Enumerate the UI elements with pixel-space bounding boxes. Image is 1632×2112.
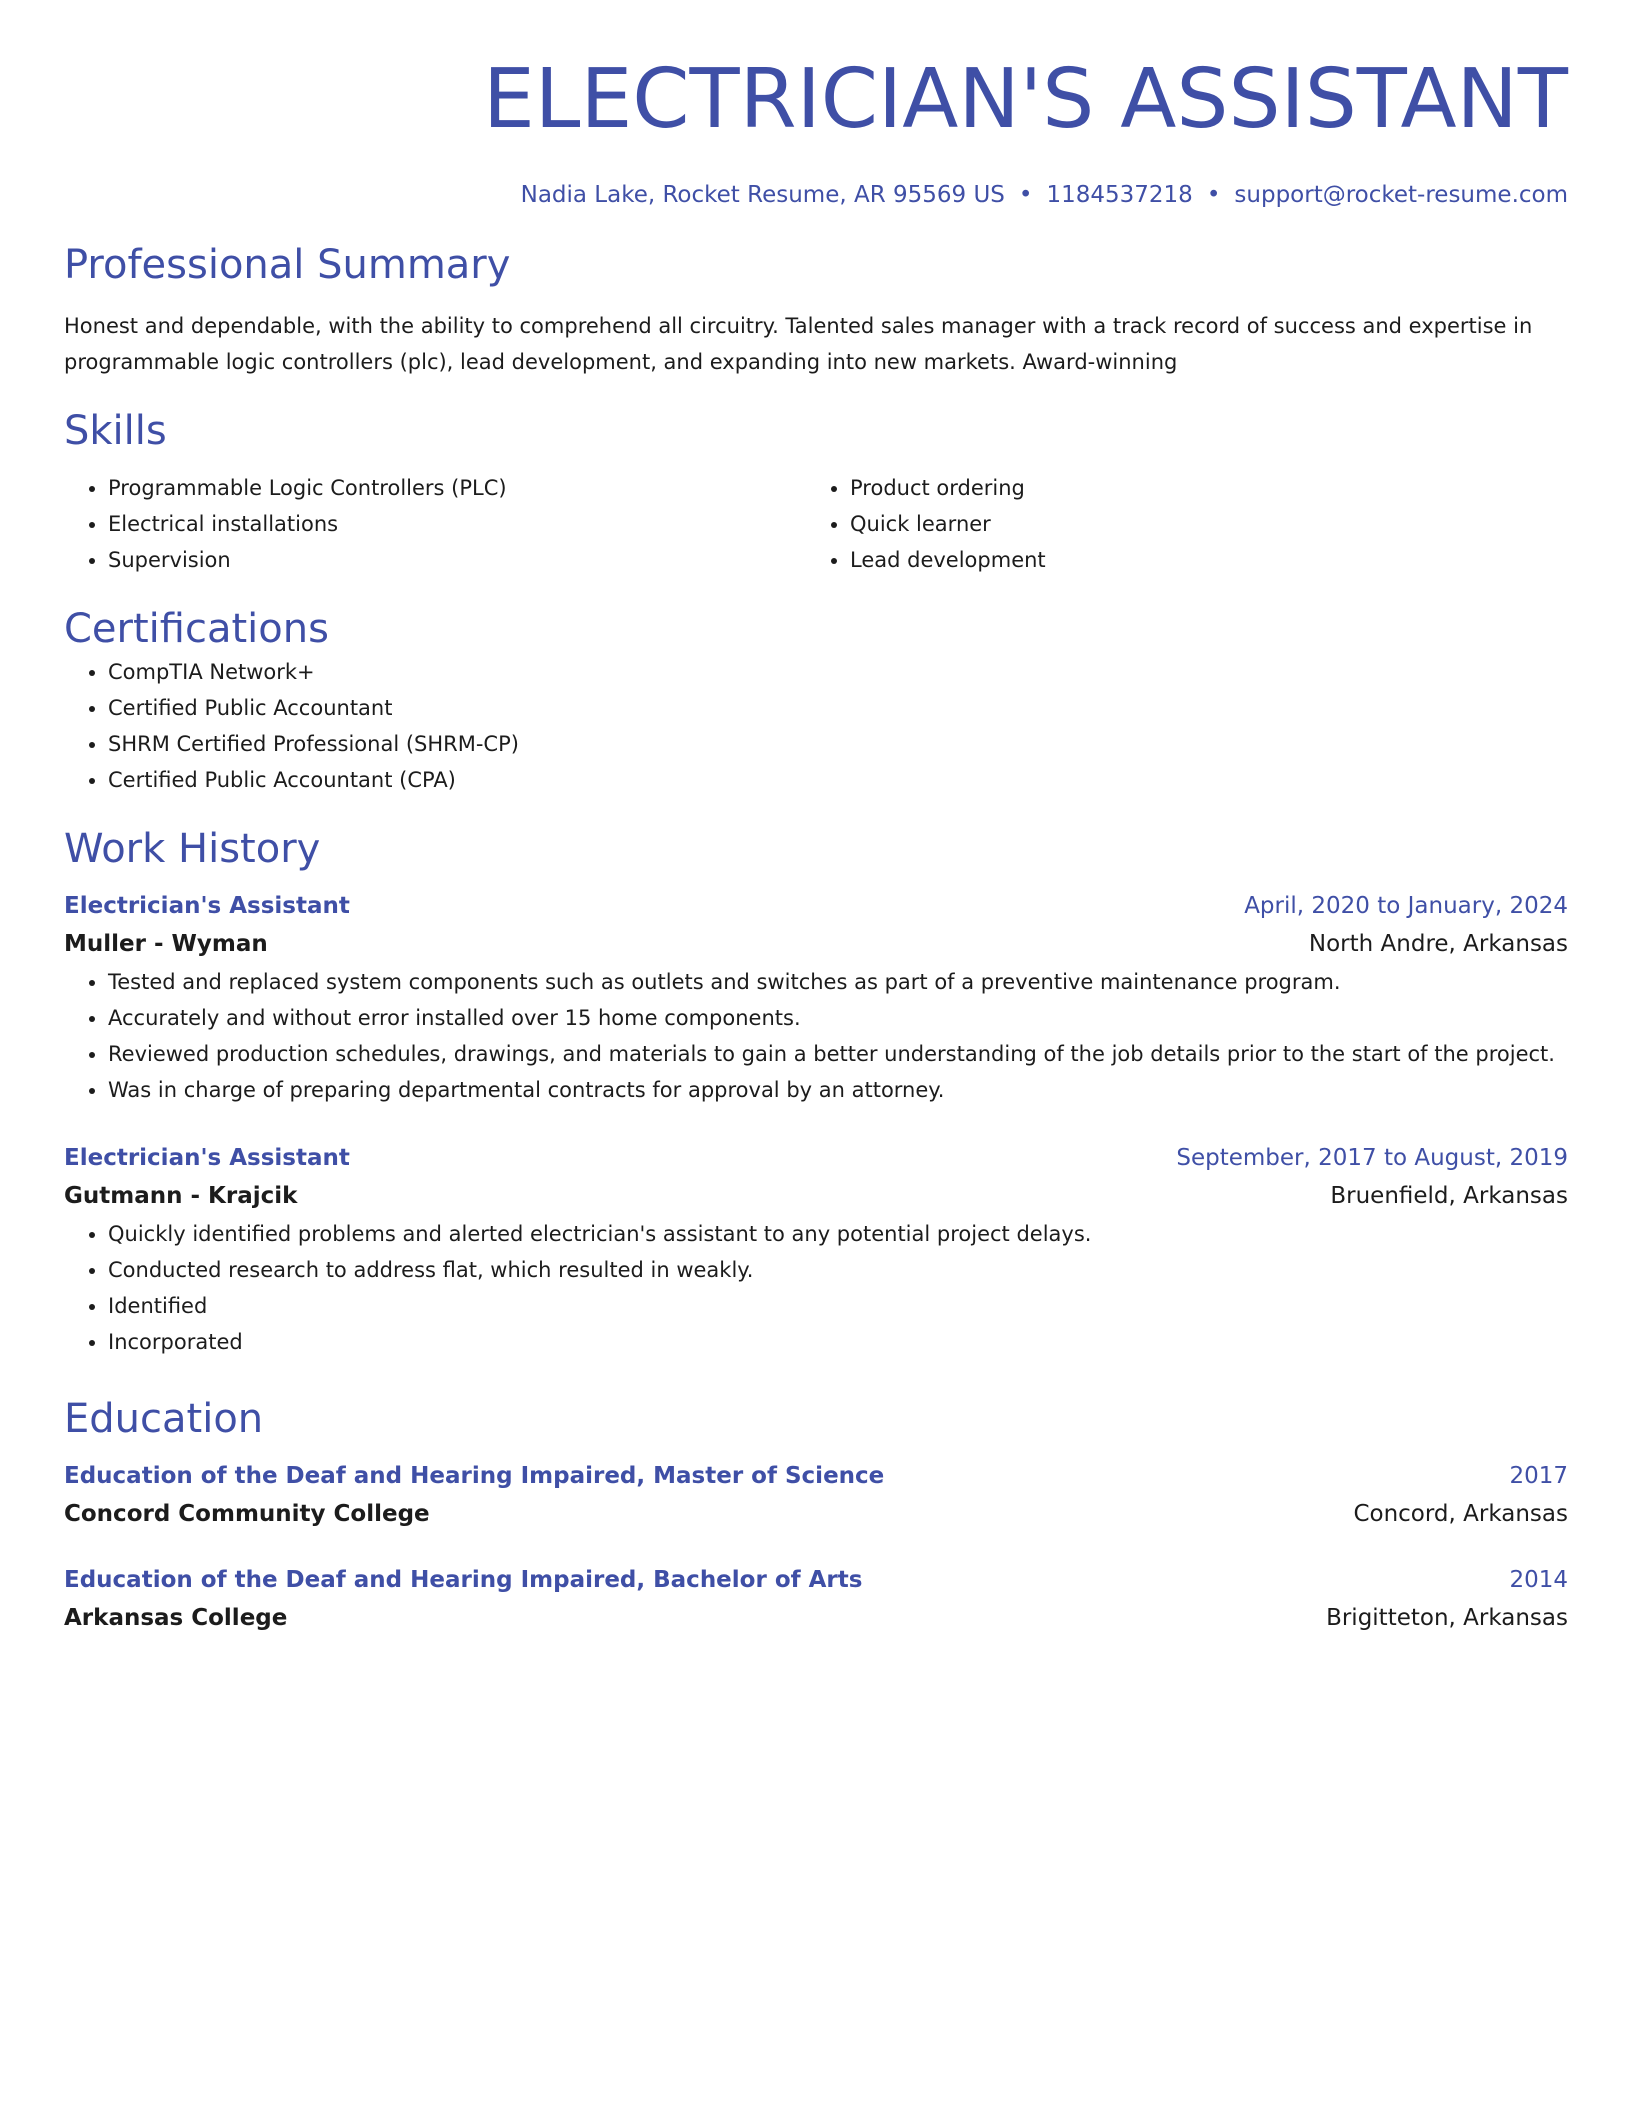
contact-separator: •	[1206, 182, 1221, 208]
job-location: North Andre, Arkansas	[1308, 931, 1568, 957]
certifications-list	[64, 654, 1568, 798]
contact-separator: •	[1018, 182, 1033, 208]
job-bullets	[64, 964, 1568, 1108]
education-location: Concord, Arkansas	[1353, 1501, 1568, 1527]
certification-item: • SHRM Certified Professional (SHRM-CP)	[108, 726, 1568, 762]
education-heading: Education	[64, 1396, 264, 1442]
job-entry	[64, 888, 1568, 1108]
job-company: Gutmann - Krajcik	[64, 1183, 298, 1209]
contact-address: Nadia Lake, Rocket Resume, AR 95569 US	[520, 182, 1005, 208]
job-bullet: • Identified	[108, 1288, 1568, 1324]
skill-item: • Electrical installations	[108, 506, 806, 542]
job-role: Electrician's Assistant	[64, 1145, 350, 1171]
education-school: Arkansas College	[64, 1605, 288, 1631]
education-header-row	[64, 1562, 1568, 1598]
certification-item: • CompTIA Network+	[108, 654, 1568, 690]
skills-left-column	[64, 470, 806, 578]
job-header-row	[64, 888, 1568, 924]
skills-grid	[64, 470, 1568, 578]
job-bullet: • Reviewed production schedules, drawings, and materials to gain a better understanding of the job details prior to the start of the project.	[108, 1036, 1568, 1072]
job-bullet: • Accurately and without error installed over 15 home components.	[108, 1000, 1568, 1036]
job-bullet: • Incorporated	[108, 1324, 1568, 1360]
work-history-heading: Work History	[64, 826, 321, 872]
education-degree: Education of the Deaf and Hearing Impaired, Bachelor of Arts	[64, 1567, 863, 1593]
skill-item: • Lead development	[850, 542, 1548, 578]
summary-text: Honest and dependable, with the ability to comprehend all circuitry. Talented sales manager with a track record of success and expertise in programmable logic controllers (plc), lead development, and expanding into new markets. Award-winning	[64, 314, 1533, 374]
education-year: 2017	[1509, 1463, 1568, 1489]
job-header-row	[64, 1140, 1568, 1176]
job-company-row	[64, 1176, 1568, 1216]
resume-page	[64, 50, 1568, 1638]
summary-heading: Professional Summary	[64, 242, 511, 288]
job-bullet: • Conducted research to address flat, which resulted in weakly.	[108, 1252, 1568, 1288]
job-entry	[64, 1140, 1568, 1360]
skill-item: • Supervision	[108, 542, 806, 578]
contact-line	[64, 180, 1568, 210]
resume-title: ELECTRICIAN'S ASSISTANT	[482, 52, 1568, 147]
certification-item: • Certified Public Accountant (CPA)	[108, 762, 1568, 798]
education-entry	[64, 1458, 1568, 1534]
job-role: Electrician's Assistant	[64, 893, 350, 919]
education-header-row	[64, 1458, 1568, 1494]
job-bullet: • Quickly identified problems and alerted electrician's assistant to any potential project delays.	[108, 1216, 1568, 1252]
skills-right-column	[806, 470, 1548, 578]
job-bullets	[64, 1216, 1568, 1360]
job-location: Bruenfield, Arkansas	[1330, 1183, 1568, 1209]
job-dates: September, 2017 to August, 2019	[1176, 1145, 1568, 1171]
certification-item: • Certified Public Accountant	[108, 690, 1568, 726]
contact-phone: 1184537218	[1046, 182, 1193, 208]
job-company: Muller - Wyman	[64, 931, 268, 957]
job-dates: April, 2020 to January, 2024	[1244, 893, 1568, 919]
skill-item: • Quick learner	[850, 506, 1548, 542]
education-school: Concord Community College	[64, 1501, 430, 1527]
education-entry	[64, 1562, 1568, 1638]
education-school-row	[64, 1494, 1568, 1534]
job-bullet: • Tested and replaced system components such as outlets and switches as part of a preventive maintenance program.	[108, 964, 1568, 1000]
skills-heading: Skills	[64, 408, 167, 454]
education-degree: Education of the Deaf and Hearing Impaired, Master of Science	[64, 1463, 885, 1489]
education-school-row	[64, 1598, 1568, 1638]
contact-email[interactable]: support@rocket-resume.com	[1234, 182, 1568, 208]
skill-item: • Programmable Logic Controllers (PLC)	[108, 470, 806, 506]
job-bullet: • Was in charge of preparing departmental contracts for approval by an attorney.	[108, 1072, 1568, 1108]
skill-item: • Product ordering	[850, 470, 1548, 506]
education-year: 2014	[1509, 1567, 1568, 1593]
education-location: Brigitteton, Arkansas	[1326, 1605, 1568, 1631]
job-company-row	[64, 924, 1568, 964]
certifications-heading: Certifications	[64, 606, 329, 652]
